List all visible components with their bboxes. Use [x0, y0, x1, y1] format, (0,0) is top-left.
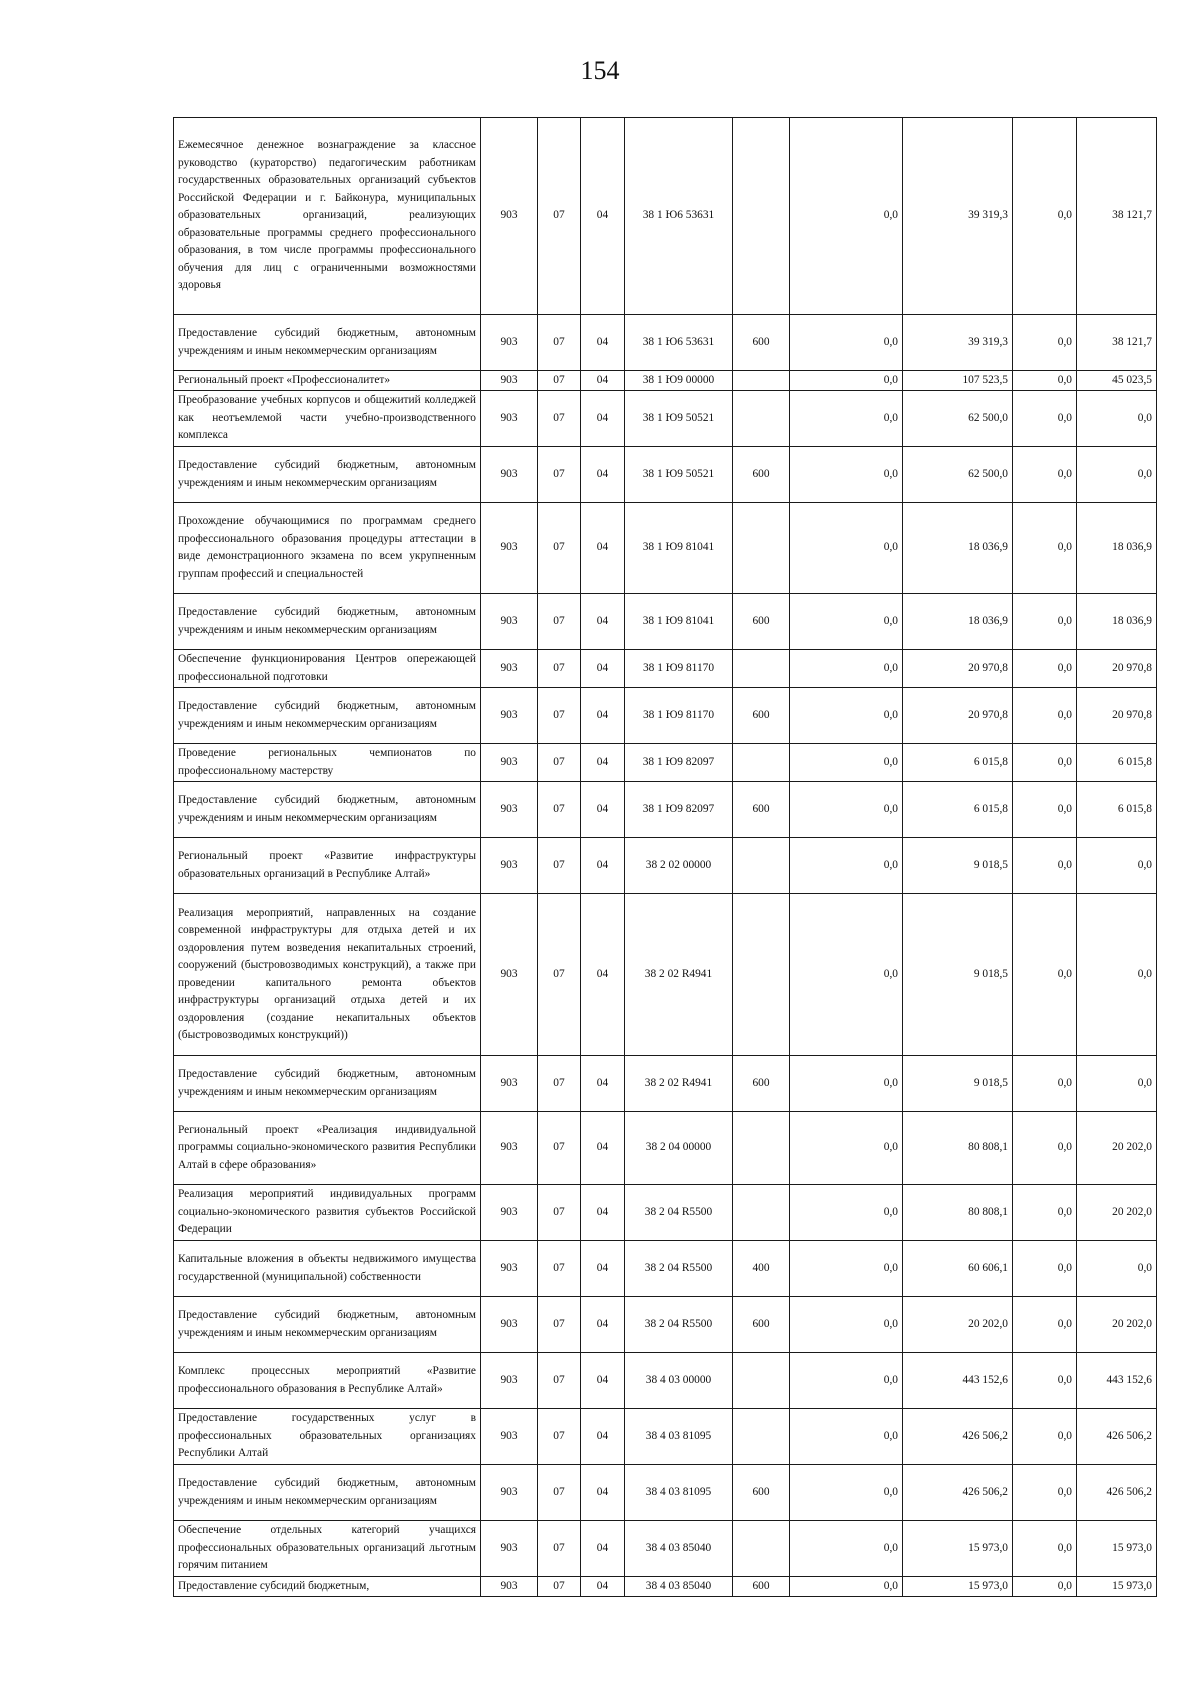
table-row — [174, 118, 1157, 315]
amount-col2: 426 506,2 — [903, 1465, 1013, 1521]
expense-type-code — [733, 1353, 790, 1409]
admin-code: 903 — [481, 1056, 538, 1112]
amount-col2: 9 018,5 — [903, 838, 1013, 894]
amount-col3: 0,0 — [1013, 1185, 1077, 1241]
amount-col2: 15 973,0 — [903, 1577, 1013, 1597]
amount-col4: 20 970,8 — [1077, 688, 1157, 744]
amount-col3: 0,0 — [1013, 391, 1077, 447]
amount-col4: 6 015,8 — [1077, 744, 1157, 782]
amount-col4: 0,0 — [1077, 1056, 1157, 1112]
subsection-code: 04 — [581, 744, 625, 782]
section-code: 07 — [538, 1297, 581, 1353]
amount-col4: 20 202,0 — [1077, 1185, 1157, 1241]
section-code: 07 — [538, 1185, 581, 1241]
amount-col3: 0,0 — [1013, 650, 1077, 688]
expense-type-code — [733, 1112, 790, 1185]
amount-col3: 0,0 — [1013, 1521, 1077, 1577]
section-code: 07 — [538, 118, 581, 315]
admin-code: 903 — [481, 594, 538, 650]
amount-col1: 0,0 — [790, 371, 903, 391]
table-body — [174, 118, 1157, 1597]
amount-col2: 20 970,8 — [903, 650, 1013, 688]
amount-col1: 0,0 — [790, 447, 903, 503]
amount-col1: 0,0 — [790, 391, 903, 447]
target-article-code: 38 1 Ю9 00000 — [625, 371, 733, 391]
row-name: Региональный проект «Профессионалитет» — [174, 371, 481, 391]
expense-type-code — [733, 744, 790, 782]
amount-col3: 0,0 — [1013, 1297, 1077, 1353]
admin-code: 903 — [481, 1241, 538, 1297]
target-article-code: 38 1 Ю6 53631 — [625, 118, 733, 315]
section-code: 07 — [538, 391, 581, 447]
target-article-code: 38 1 Ю9 82097 — [625, 782, 733, 838]
amount-col2: 20 202,0 — [903, 1297, 1013, 1353]
amount-col1: 0,0 — [790, 118, 903, 315]
amount-col1: 0,0 — [790, 594, 903, 650]
expense-type-code: 600 — [733, 1577, 790, 1597]
amount-col3: 0,0 — [1013, 371, 1077, 391]
expense-type-code — [733, 1409, 790, 1465]
table-row — [174, 1465, 1157, 1521]
amount-col1: 0,0 — [790, 1409, 903, 1465]
amount-col2: 426 506,2 — [903, 1409, 1013, 1465]
target-article-code: 38 2 02 R4941 — [625, 1056, 733, 1112]
expense-type-code — [733, 118, 790, 315]
row-name: Реализация мероприятий, направленных на создание современной инфраструктуры для отдыха детей и их оздоровления путем возведения некапитальных строений, сооружений (быстровозводимых конструкций), а также при проведении капитального ремонта объектов инфраструктуры организаций отдыха детей и их оздоровления (создание некапитальных объектов (быстровозводимых конструкций)) — [174, 894, 481, 1056]
section-code: 07 — [538, 503, 581, 594]
amount-col1: 0,0 — [790, 1465, 903, 1521]
target-article-code: 38 2 04 R5500 — [625, 1185, 733, 1241]
amount-col4: 20 202,0 — [1077, 1297, 1157, 1353]
amount-col1: 0,0 — [790, 1353, 903, 1409]
amount-col1: 0,0 — [790, 838, 903, 894]
target-article-code: 38 1 Ю9 81041 — [625, 503, 733, 594]
section-code: 07 — [538, 447, 581, 503]
subsection-code: 04 — [581, 1409, 625, 1465]
amount-col1: 0,0 — [790, 1297, 903, 1353]
amount-col3: 0,0 — [1013, 118, 1077, 315]
section-code: 07 — [538, 1353, 581, 1409]
admin-code: 903 — [481, 1521, 538, 1577]
amount-col2: 6 015,8 — [903, 744, 1013, 782]
amount-col4: 38 121,7 — [1077, 315, 1157, 371]
subsection-code: 04 — [581, 118, 625, 315]
amount-col2: 443 152,6 — [903, 1353, 1013, 1409]
amount-col2: 62 500,0 — [903, 391, 1013, 447]
table-row — [174, 650, 1157, 688]
amount-col2: 9 018,5 — [903, 894, 1013, 1056]
amount-col2: 62 500,0 — [903, 447, 1013, 503]
expense-type-code: 600 — [733, 447, 790, 503]
target-article-code: 38 4 03 81095 — [625, 1465, 733, 1521]
admin-code: 903 — [481, 315, 538, 371]
expense-type-code — [733, 894, 790, 1056]
subsection-code: 04 — [581, 1112, 625, 1185]
table-row — [174, 315, 1157, 371]
admin-code: 903 — [481, 503, 538, 594]
section-code: 07 — [538, 1409, 581, 1465]
admin-code: 903 — [481, 688, 538, 744]
table-row — [174, 1112, 1157, 1185]
admin-code: 903 — [481, 782, 538, 838]
admin-code: 903 — [481, 894, 538, 1056]
target-article-code: 38 2 04 00000 — [625, 1112, 733, 1185]
table-row — [174, 1577, 1157, 1597]
subsection-code: 04 — [581, 1521, 625, 1577]
table-row — [174, 1521, 1157, 1577]
admin-code: 903 — [481, 744, 538, 782]
subsection-code: 04 — [581, 1465, 625, 1521]
amount-col2: 60 606,1 — [903, 1241, 1013, 1297]
subsection-code: 04 — [581, 650, 625, 688]
section-code: 07 — [538, 1112, 581, 1185]
page-number: 154 — [580, 56, 620, 85]
amount-col1: 0,0 — [790, 315, 903, 371]
amount-col3: 0,0 — [1013, 447, 1077, 503]
table-row — [174, 1056, 1157, 1112]
row-name: Предоставление государственных услуг в профессиональных образовательных организациях Республики Алтай — [174, 1409, 481, 1465]
table-row — [174, 688, 1157, 744]
admin-code: 903 — [481, 1465, 538, 1521]
row-name: Обеспечение функционирования Центров опережающей профессиональной подготовки — [174, 650, 481, 688]
target-article-code: 38 4 03 81095 — [625, 1409, 733, 1465]
target-article-code: 38 1 Ю9 50521 — [625, 447, 733, 503]
admin-code: 903 — [481, 1409, 538, 1465]
amount-col1: 0,0 — [790, 1112, 903, 1185]
admin-code: 903 — [481, 447, 538, 503]
target-article-code: 38 4 03 85040 — [625, 1577, 733, 1597]
row-name: Предоставление субсидий бюджетным, автономным учреждениям и иным некоммерческим организациям — [174, 1297, 481, 1353]
expense-type-code — [733, 391, 790, 447]
amount-col1: 0,0 — [790, 1577, 903, 1597]
amount-col4: 426 506,2 — [1077, 1465, 1157, 1521]
row-name: Комплекс процессных мероприятий «Развитие профессионального образования в Республике Алтай» — [174, 1353, 481, 1409]
amount-col3: 0,0 — [1013, 1465, 1077, 1521]
target-article-code: 38 1 Ю9 81170 — [625, 650, 733, 688]
amount-col2: 20 970,8 — [903, 688, 1013, 744]
amount-col1: 0,0 — [790, 650, 903, 688]
amount-col3: 0,0 — [1013, 1241, 1077, 1297]
target-article-code: 38 1 Ю9 82097 — [625, 744, 733, 782]
amount-col3: 0,0 — [1013, 1409, 1077, 1465]
amount-col1: 0,0 — [790, 1241, 903, 1297]
subsection-code: 04 — [581, 1241, 625, 1297]
table-row — [174, 782, 1157, 838]
expense-type-code: 600 — [733, 782, 790, 838]
row-name: Проведение региональных чемпионатов по профессиональному мастерству — [174, 744, 481, 782]
amount-col1: 0,0 — [790, 894, 903, 1056]
subsection-code: 04 — [581, 1185, 625, 1241]
section-code: 07 — [538, 782, 581, 838]
expense-type-code — [733, 503, 790, 594]
row-name: Предоставление субсидий бюджетным, автономным учреждениям и иным некоммерческим организациям — [174, 447, 481, 503]
admin-code: 903 — [481, 1297, 538, 1353]
admin-code: 903 — [481, 1353, 538, 1409]
amount-col1: 0,0 — [790, 688, 903, 744]
amount-col4: 20 202,0 — [1077, 1112, 1157, 1185]
row-name: Предоставление субсидий бюджетным, автономным учреждениям и иным некоммерческим организациям — [174, 1056, 481, 1112]
amount-col1: 0,0 — [790, 1056, 903, 1112]
table-row — [174, 371, 1157, 391]
section-code: 07 — [538, 1465, 581, 1521]
target-article-code: 38 2 04 R5500 — [625, 1241, 733, 1297]
subsection-code: 04 — [581, 782, 625, 838]
budget-table — [173, 117, 1157, 1597]
amount-col1: 0,0 — [790, 1521, 903, 1577]
amount-col4: 38 121,7 — [1077, 118, 1157, 315]
expense-type-code: 400 — [733, 1241, 790, 1297]
target-article-code: 38 1 Ю6 53631 — [625, 315, 733, 371]
amount-col2: 6 015,8 — [903, 782, 1013, 838]
amount-col2: 39 319,3 — [903, 118, 1013, 315]
amount-col4: 0,0 — [1077, 838, 1157, 894]
target-article-code: 38 4 03 85040 — [625, 1521, 733, 1577]
admin-code: 903 — [481, 118, 538, 315]
table-row — [174, 1353, 1157, 1409]
amount-col3: 0,0 — [1013, 1577, 1077, 1597]
amount-col4: 0,0 — [1077, 447, 1157, 503]
section-code: 07 — [538, 688, 581, 744]
amount-col4: 15 973,0 — [1077, 1521, 1157, 1577]
amount-col2: 80 808,1 — [903, 1112, 1013, 1185]
row-name: Предоставление субсидий бюджетным, — [174, 1577, 481, 1597]
section-code: 07 — [538, 315, 581, 371]
section-code: 07 — [538, 650, 581, 688]
subsection-code: 04 — [581, 371, 625, 391]
table-row — [174, 594, 1157, 650]
expense-type-code: 600 — [733, 1297, 790, 1353]
amount-col2: 39 319,3 — [903, 315, 1013, 371]
expense-type-code: 600 — [733, 1465, 790, 1521]
table-row — [174, 1241, 1157, 1297]
row-name: Обеспечение отдельных категорий учащихся профессиональных образовательных организаций льготным горячим питанием — [174, 1521, 481, 1577]
amount-col4: 45 023,5 — [1077, 371, 1157, 391]
amount-col3: 0,0 — [1013, 688, 1077, 744]
amount-col2: 9 018,5 — [903, 1056, 1013, 1112]
expense-type-code: 600 — [733, 688, 790, 744]
section-code: 07 — [538, 1521, 581, 1577]
section-code: 07 — [538, 894, 581, 1056]
table-row — [174, 894, 1157, 1056]
expense-type-code — [733, 650, 790, 688]
section-code: 07 — [538, 838, 581, 894]
admin-code: 903 — [481, 391, 538, 447]
row-name: Региональный проект «Развитие инфраструктуры образовательных организаций в Республике Алтай» — [174, 838, 481, 894]
amount-col4: 15 973,0 — [1077, 1577, 1157, 1597]
expense-type-code: 600 — [733, 1056, 790, 1112]
table-row — [174, 447, 1157, 503]
row-name: Предоставление субсидий бюджетным, автономным учреждениям и иным некоммерческим организациям — [174, 688, 481, 744]
amount-col3: 0,0 — [1013, 503, 1077, 594]
row-name: Региональный проект «Реализация индивидуальной программы социально-экономического развития Республики Алтай в сфере образования» — [174, 1112, 481, 1185]
amount-col3: 0,0 — [1013, 838, 1077, 894]
subsection-code: 04 — [581, 391, 625, 447]
amount-col2: 18 036,9 — [903, 594, 1013, 650]
subsection-code: 04 — [581, 1577, 625, 1597]
expense-type-code: 600 — [733, 315, 790, 371]
subsection-code: 04 — [581, 1297, 625, 1353]
amount-col3: 0,0 — [1013, 744, 1077, 782]
section-code: 07 — [538, 371, 581, 391]
target-article-code: 38 2 04 R5500 — [625, 1297, 733, 1353]
subsection-code: 04 — [581, 1056, 625, 1112]
amount-col4: 6 015,8 — [1077, 782, 1157, 838]
amount-col2: 80 808,1 — [903, 1185, 1013, 1241]
row-name: Предоставление субсидий бюджетным, автономным учреждениям и иным некоммерческим организациям — [174, 1465, 481, 1521]
amount-col1: 0,0 — [790, 782, 903, 838]
target-article-code: 38 1 Ю9 81041 — [625, 594, 733, 650]
admin-code: 903 — [481, 1185, 538, 1241]
table-row — [174, 838, 1157, 894]
target-article-code: 38 2 02 R4941 — [625, 894, 733, 1056]
expense-type-code: 600 — [733, 594, 790, 650]
amount-col4: 426 506,2 — [1077, 1409, 1157, 1465]
amount-col3: 0,0 — [1013, 1112, 1077, 1185]
expense-type-code — [733, 1521, 790, 1577]
amount-col3: 0,0 — [1013, 894, 1077, 1056]
amount-col1: 0,0 — [790, 1185, 903, 1241]
admin-code: 903 — [481, 838, 538, 894]
target-article-code: 38 1 Ю9 50521 — [625, 391, 733, 447]
row-name: Капитальные вложения в объекты недвижимого имущества государственной (муниципальной) собственности — [174, 1241, 481, 1297]
subsection-code: 04 — [581, 688, 625, 744]
row-name: Предоставление субсидий бюджетным, автономным учреждениям и иным некоммерческим организациям — [174, 594, 481, 650]
amount-col4: 0,0 — [1077, 391, 1157, 447]
row-name: Преобразование учебных корпусов и общежитий колледжей как неотъемлемой части учебно-производственного комплекса — [174, 391, 481, 447]
row-name: Ежемесячное денежное вознаграждение за классное руководство (кураторство) педагогическим работникам государственных образовательных организаций субъектов Российской Федерации и г. Байконура, муниципальных образовательных организаций, реализующих образовательные программы среднего профессионального образования, в том числе программы профессионального обучения для лиц с ограниченными возможностями здоровья — [174, 118, 481, 315]
section-code: 07 — [538, 1577, 581, 1597]
target-article-code: 38 2 02 00000 — [625, 838, 733, 894]
subsection-code: 04 — [581, 594, 625, 650]
amount-col2: 18 036,9 — [903, 503, 1013, 594]
row-name: Предоставление субсидий бюджетным, автономным учреждениям и иным некоммерческим организациям — [174, 782, 481, 838]
admin-code: 903 — [481, 1112, 538, 1185]
target-article-code: 38 1 Ю9 81170 — [625, 688, 733, 744]
subsection-code: 04 — [581, 447, 625, 503]
amount-col4: 18 036,9 — [1077, 503, 1157, 594]
table-row — [174, 391, 1157, 447]
amount-col3: 0,0 — [1013, 1353, 1077, 1409]
expense-type-code — [733, 838, 790, 894]
amount-col2: 107 523,5 — [903, 371, 1013, 391]
amount-col3: 0,0 — [1013, 315, 1077, 371]
amount-col4: 20 970,8 — [1077, 650, 1157, 688]
amount-col3: 0,0 — [1013, 782, 1077, 838]
row-name: Предоставление субсидий бюджетным, автономным учреждениям и иным некоммерческим организациям — [174, 315, 481, 371]
expense-type-code — [733, 1185, 790, 1241]
amount-col4: 18 036,9 — [1077, 594, 1157, 650]
table-row — [174, 1297, 1157, 1353]
subsection-code: 04 — [581, 503, 625, 594]
table-row — [174, 744, 1157, 782]
table-row — [174, 1185, 1157, 1241]
section-code: 07 — [538, 1241, 581, 1297]
expense-type-code — [733, 371, 790, 391]
amount-col1: 0,0 — [790, 744, 903, 782]
amount-col4: 0,0 — [1077, 894, 1157, 1056]
amount-col4: 0,0 — [1077, 1241, 1157, 1297]
amount-col3: 0,0 — [1013, 594, 1077, 650]
amount-col2: 15 973,0 — [903, 1521, 1013, 1577]
subsection-code: 04 — [581, 315, 625, 371]
amount-col1: 0,0 — [790, 503, 903, 594]
target-article-code: 38 4 03 00000 — [625, 1353, 733, 1409]
amount-col4: 443 152,6 — [1077, 1353, 1157, 1409]
subsection-code: 04 — [581, 1353, 625, 1409]
section-code: 07 — [538, 594, 581, 650]
admin-code: 903 — [481, 1577, 538, 1597]
subsection-code: 04 — [581, 894, 625, 1056]
amount-col3: 0,0 — [1013, 1056, 1077, 1112]
table-row — [174, 1409, 1157, 1465]
section-code: 07 — [538, 744, 581, 782]
admin-code: 903 — [481, 650, 538, 688]
table-row — [174, 503, 1157, 594]
admin-code: 903 — [481, 371, 538, 391]
row-name: Прохождение обучающимися по программам среднего профессионального образования процедуры аттестации в виде демонстрационного экзамена по всем укрупненным группам профессий и специальностей — [174, 503, 481, 594]
subsection-code: 04 — [581, 838, 625, 894]
section-code: 07 — [538, 1056, 581, 1112]
row-name: Реализация мероприятий индивидуальных программ социально-экономического развития субъектов Российской Федерации — [174, 1185, 481, 1241]
